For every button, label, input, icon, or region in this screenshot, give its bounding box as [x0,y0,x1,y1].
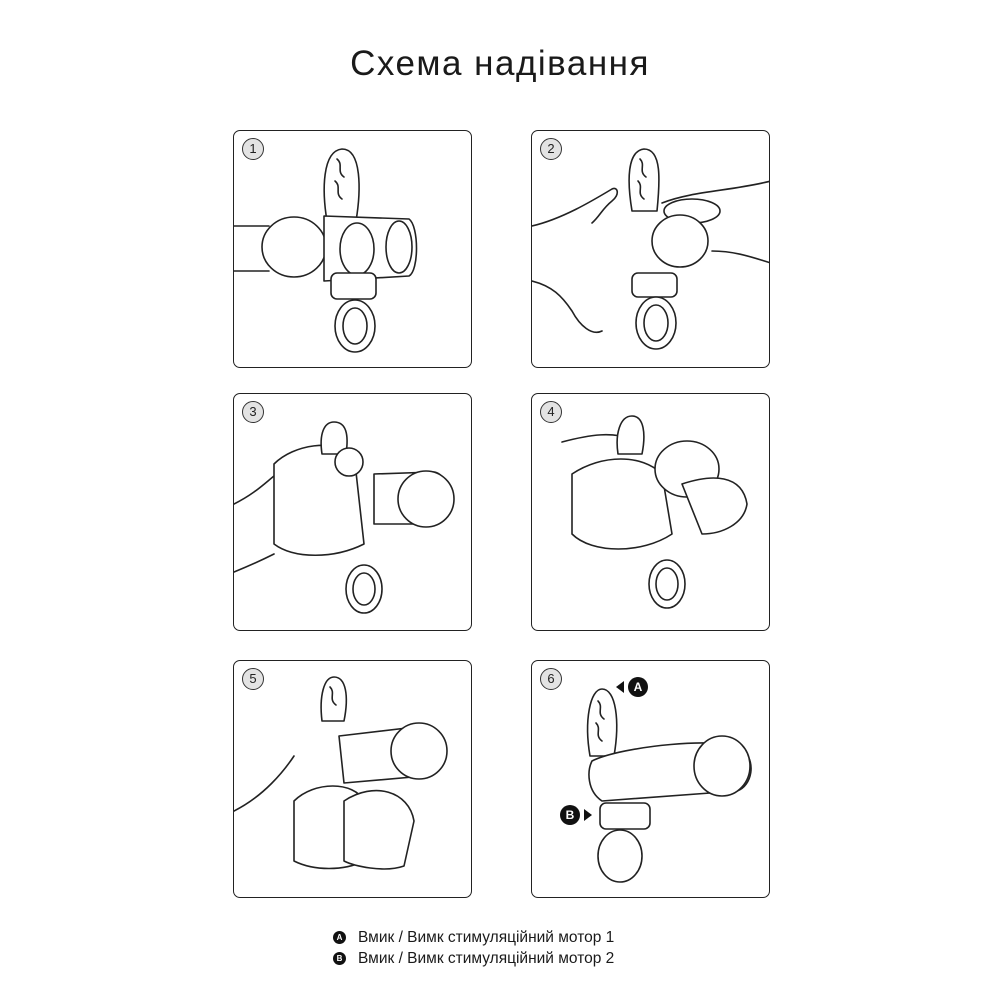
motor-b-marker [560,805,592,825]
step-6-illustration [532,661,770,898]
legend [333,928,614,970]
step-3-illustration [234,394,472,631]
legend-text-a: Вмик / Вимк стимуляційний мотор 1 [358,928,615,946]
step-2-illustration [532,131,770,368]
step-1-illustration [234,131,472,368]
step-panel-2 [531,130,770,368]
step-number-badge: 6 [540,668,562,690]
legend-badge-b: B [333,952,346,965]
step-number-badge: 4 [540,401,562,423]
motor-a-marker [616,677,648,697]
marker-a-badge: A [628,677,648,697]
page-title: Схема надівання [350,44,650,83]
legend-badge-a: A [333,931,346,944]
step-4-illustration [532,394,770,631]
arrow-right-icon [584,809,592,821]
step-panel-1 [233,130,472,368]
step-panel-6 [531,660,770,898]
step-panel-5 [233,660,472,898]
legend-item-b [333,949,614,968]
legend-item-a [333,928,614,947]
arrow-left-icon [616,681,624,693]
step-5-illustration [234,661,472,898]
step-number-badge: 2 [540,138,562,160]
step-number-badge: 1 [242,138,264,160]
step-number-badge: 5 [242,668,264,690]
step-panel-4 [531,393,770,631]
legend-text-b: Вмик / Вимк стимуляційний мотор 2 [358,949,615,967]
step-number-badge: 3 [242,401,264,423]
step-panel-3 [233,393,472,631]
marker-b-badge: B [560,805,580,825]
